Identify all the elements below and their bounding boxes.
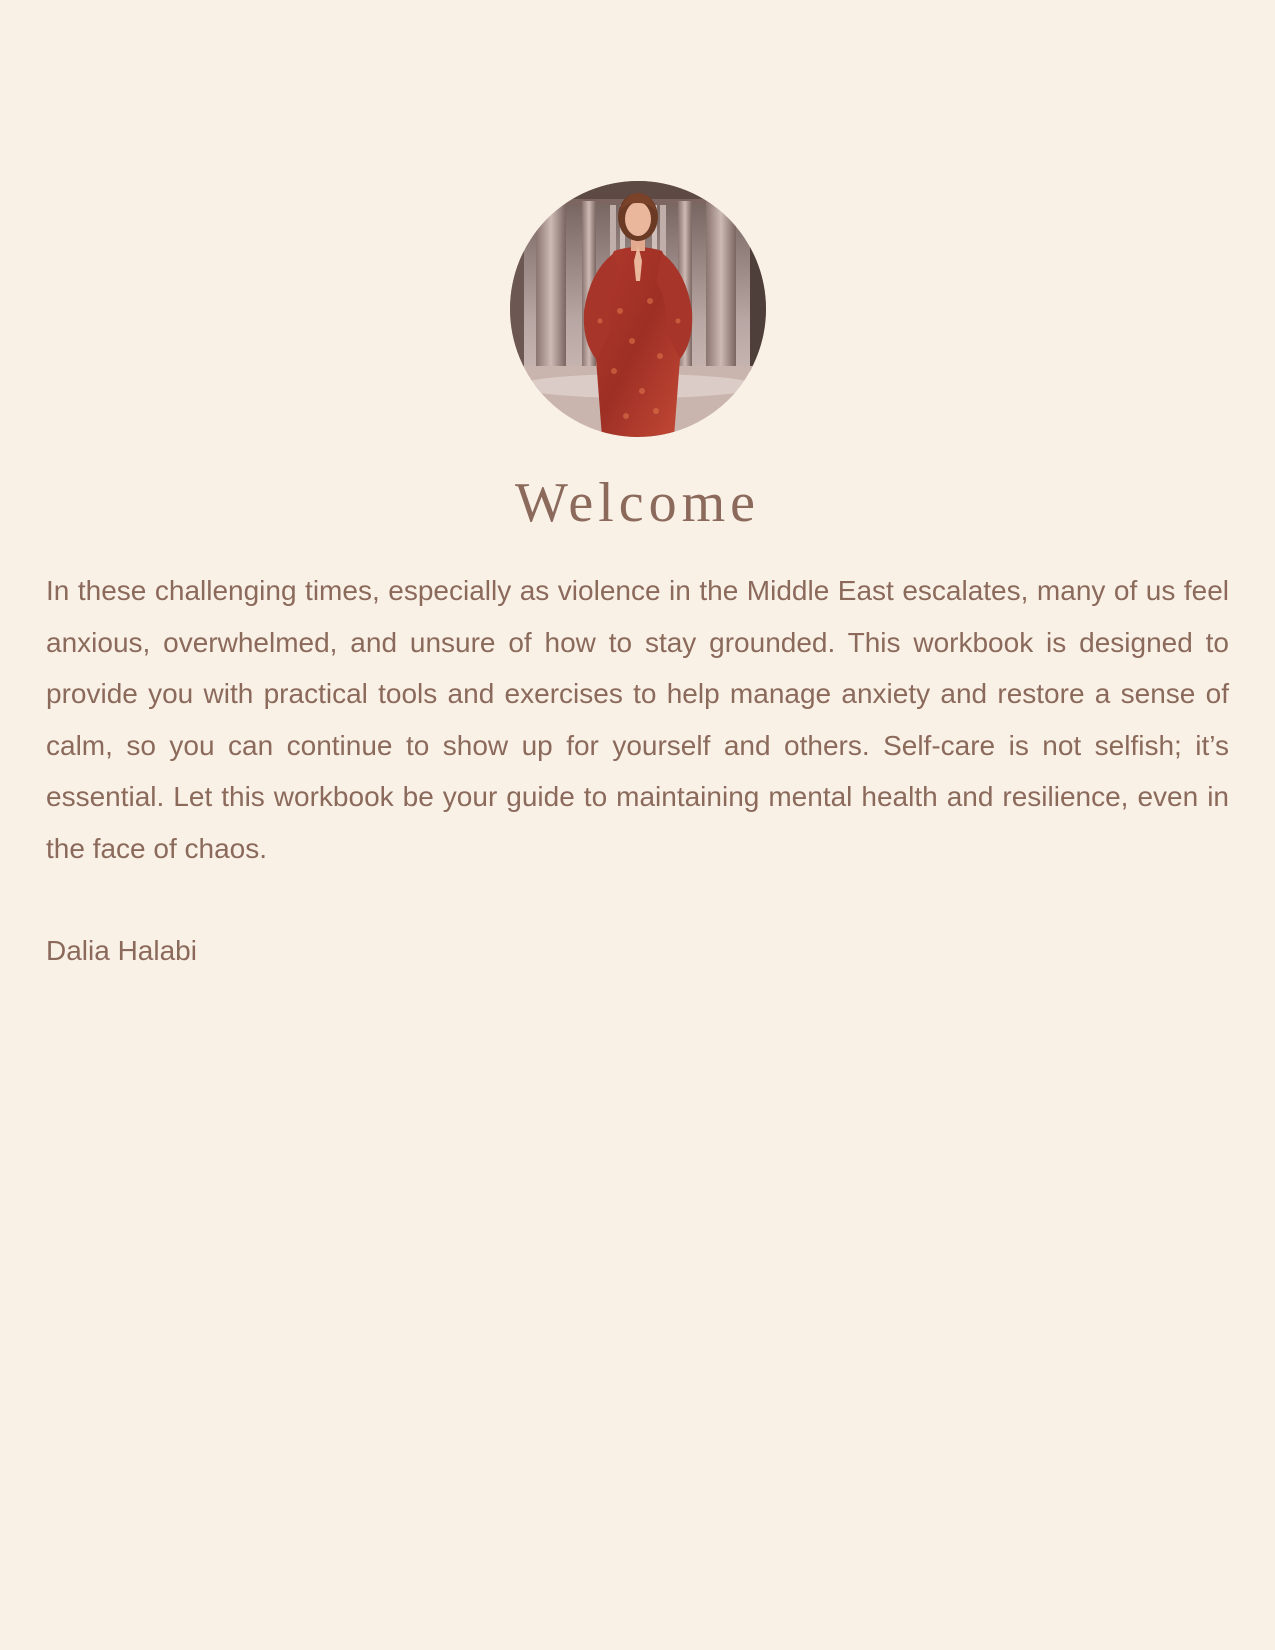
welcome-paragraph: In these challenging times, especially as violence in the Middle East escalates, many of us feel anxious, overwhelmed, and unsure of how to stay grounded. This workbook is designed to provide you with practical tools and exercises to help manage anxiety and restore a sense of calm, so you can continue to show up for yourself and others. Self-care is not selfish; it’s essential. Let this workbook be your guide to maintaining mental health and resilience, even in the face of chaos. [46, 575, 1229, 864]
portrait-photo-icon [510, 181, 766, 437]
author-signature: Dalia Halabi [46, 935, 197, 966]
page-title: Welcome [514, 472, 761, 534]
portrait-photo [510, 181, 766, 437]
